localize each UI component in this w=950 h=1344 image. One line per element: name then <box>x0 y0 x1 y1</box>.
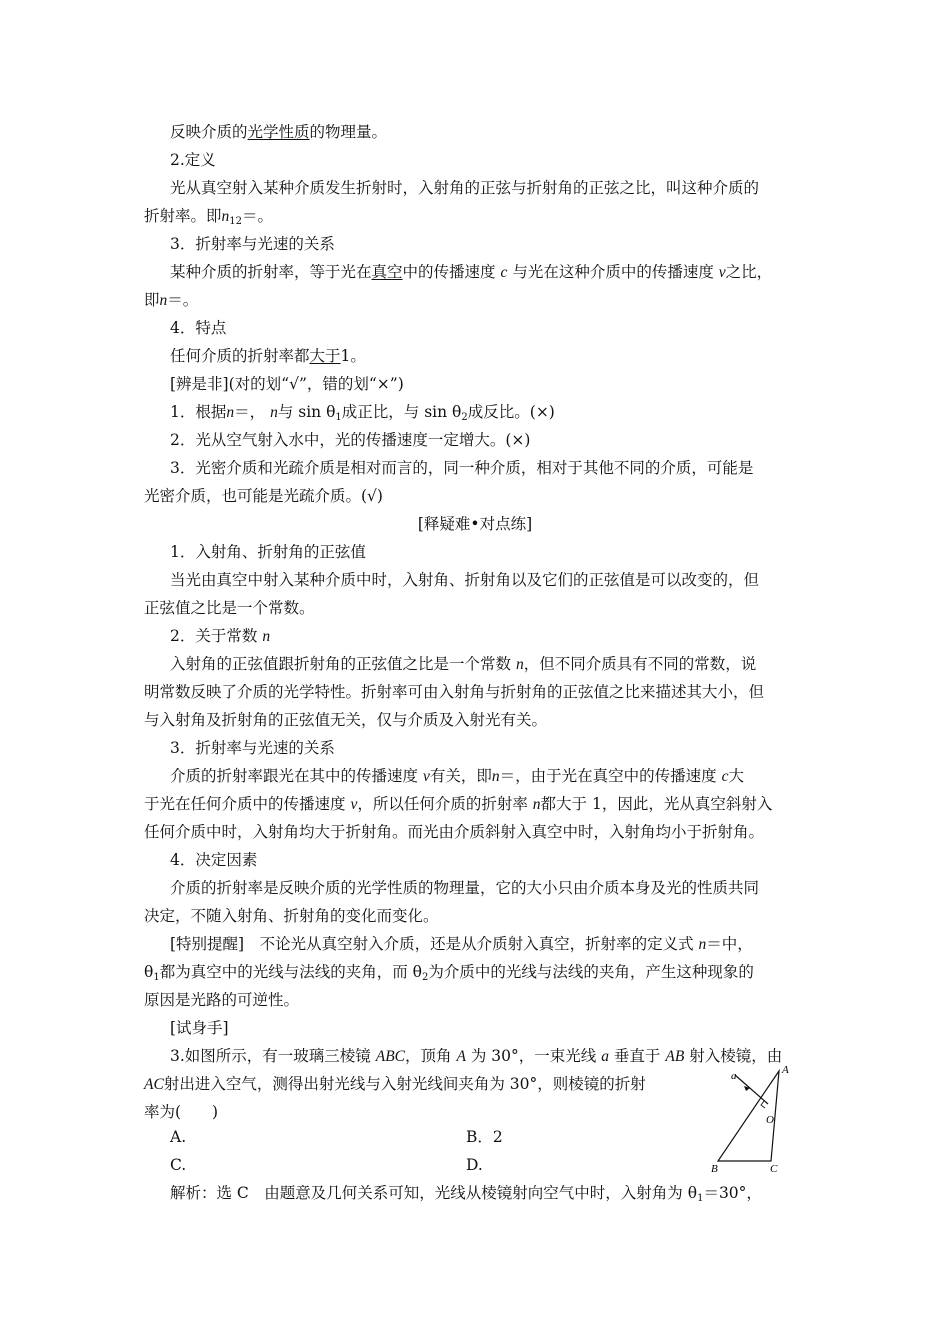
text-line: 介质的折射率是反映介质的光学性质的物理量，它的大小只由介质本身及光的性质共同 <box>170 879 760 897</box>
question-text: 3.如图所示，有一玻璃三棱镜 ABC，顶角 A 为 30°，一束光线 a 垂直于 AB 射入棱镜，由 <box>170 1047 783 1065</box>
text-line: 任何介质的折射率都大于1。 <box>170 347 366 365</box>
solution-text: 解析：选 C 由题意及几何关系可知，光线从棱镜射向空气中时，入射角为 $\theta_1=30^\circ$， <box>170 1184 762 1204</box>
text-line: 光从真空射入某种介质发生折射时，入射角的正弦与折射角的正弦之比，叫这种介质的 <box>170 179 760 197</box>
text-line: 入射角的正弦值跟折射角的正弦值之比是一个常数 n，但不同介质具有不同的常数，说 <box>170 655 757 673</box>
text-line: 某种介质的折射率，等于光在真空中的传播速度 c 与光在这种介质中的传播速度 v之比， <box>170 263 773 281</box>
text-line: 决定，不随入射角、折射角的变化而变化。 <box>144 907 439 925</box>
choice-c: C. <box>170 1156 187 1174</box>
text-line: 反映介质的光学性质的物理量。 <box>170 123 388 141</box>
label-a-vertex: A <box>782 1064 789 1076</box>
section-heading: 4．特点 <box>170 319 227 337</box>
text-line: 明常数反映了介质的光学特性。折射率可由入射角与折射角的正弦值之比来描述其大小，但 <box>144 683 765 701</box>
text-line: $\theta_1$都为真空中的光线与法线的夹角，而 $\theta_2$为介质中的光线与法线的夹角，产生这种现象的 <box>144 963 754 983</box>
section-heading: [试身手] <box>170 1019 229 1037</box>
text-line: 介质的折射率跟光在其中的传播速度 v有关，即n＝，由于光在真空中的传播速度 c大 <box>170 767 744 785</box>
section-heading: 1．入射角、折射角的正弦值 <box>170 543 366 561</box>
choice-a: A. <box>170 1128 187 1146</box>
text-line: 折射率。即$n_{12}=$。 <box>144 207 274 227</box>
question-text: 率为( ) <box>144 1103 219 1121</box>
right-angle-mark <box>761 1101 765 1108</box>
choice-b: B．2 <box>466 1128 503 1146</box>
label-c: C <box>770 1163 778 1175</box>
text-line: 当光由真空中射入某种介质中时，入射角、折射角以及它们的正弦值是可以改变的，但 <box>170 571 760 589</box>
section-heading: 2．关于常数 n <box>170 627 271 645</box>
section-heading: 2.定义 <box>170 151 216 169</box>
text-line: 于光在任何介质中的传播速度 v，所以任何介质的折射率 n都大于 1，因此，光从真空斜射入 <box>144 795 773 813</box>
question-text: AC射出进入空气，测得出射光线与入射光线间夹角为 30°，则棱镜的折射 <box>144 1075 646 1093</box>
text-line: 即n＝。 <box>144 291 199 309</box>
label-o: O <box>766 1114 774 1126</box>
label-b: B <box>711 1163 718 1175</box>
section-heading: 3．折射率与光速的关系 <box>170 739 335 757</box>
label-ray-a: a <box>731 1070 737 1082</box>
text-line: 任何介质中时，入射角均大于折射角。而光由介质斜射入真空中时，入射角均小于折射角。 <box>144 823 765 841</box>
prism-figure <box>700 1060 810 1180</box>
text-line: 正弦值之比是一个常数。 <box>144 599 315 617</box>
incident-ray <box>735 1075 768 1104</box>
text-line: 2．光从空气射入水中，光的传播速度一定增大。(×) <box>170 431 531 449</box>
text-line: 1．根据n＝， n与 $\sin \theta_1$成正比，与 $\sin \theta_2$成反比。(×) <box>170 403 555 423</box>
section-title: [释疑难•对点练] <box>417 515 533 533</box>
section-heading: 4．决定因素 <box>170 851 258 869</box>
text-line: 光密介质，也可能是光疏介质。(√) <box>144 487 383 505</box>
text-line: 与入射角及折射角的正弦值无关，仅与介质及入射光有关。 <box>144 711 548 729</box>
text-line: [辨是非](对的划“√”，错的划“×”) <box>170 375 404 393</box>
text-line: [特别提醒] 不论光从真空射入介质，还是从介质射入真空，折射率的定义式 n＝中， <box>170 935 753 953</box>
section-heading: 3．折射率与光速的关系 <box>170 235 335 253</box>
text-line: 原因是光路的可逆性。 <box>144 991 300 1009</box>
text-line: 3．光密介质和光疏介质是相对而言的，同一种介质，相对于其他不同的介质，可能是 <box>170 459 754 477</box>
choice-d: D. <box>466 1156 483 1174</box>
